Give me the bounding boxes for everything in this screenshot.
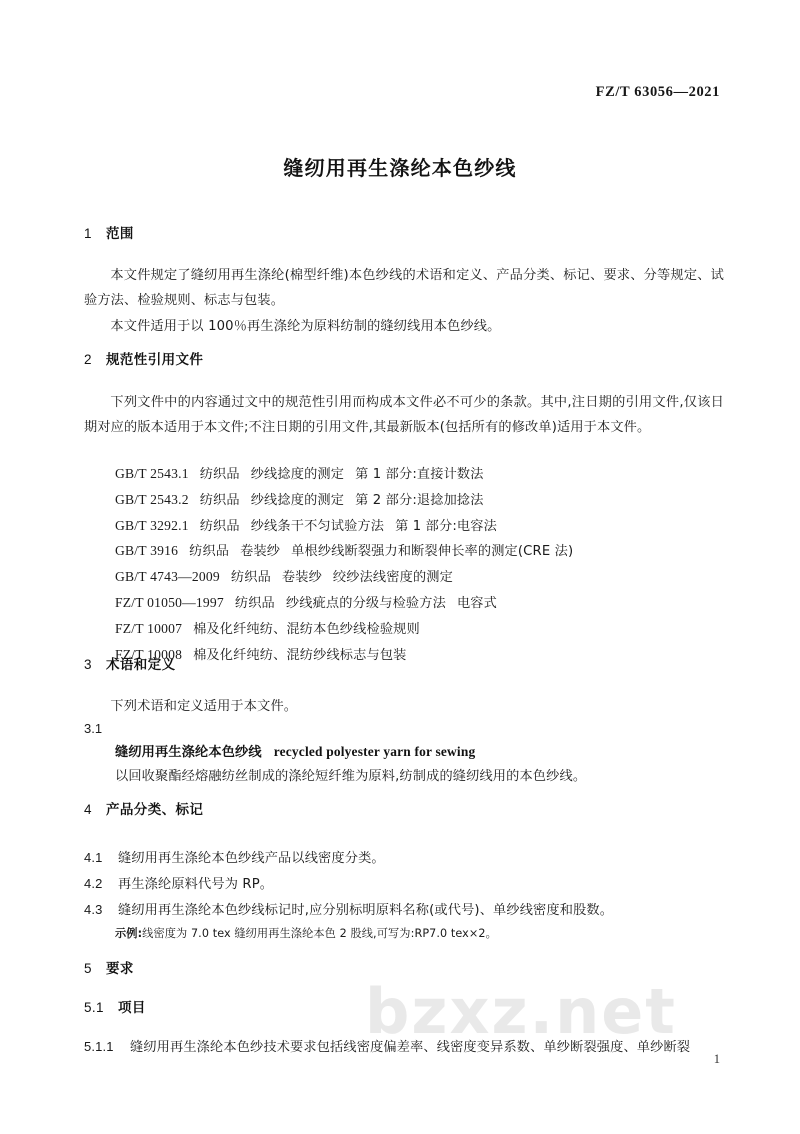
clause-5-1-1-text: 缝纫用再生涤纶本色纱技术要求包括线密度偏差率、线密度变异系数、单纱断裂强度、单纱断裂	[130, 1040, 691, 1055]
clause-4-3-example	[84, 923, 724, 944]
reference-code: GB/T 2543.1	[115, 466, 189, 481]
reference-part-2: 纱线条干不匀试验方法	[250, 518, 385, 534]
section-5-1-number: 5.1	[84, 1000, 104, 1015]
section-1-text-2: 本文件适用于以 100％再生涤纶为原料纺制的缝纫线用本色纱线。	[110, 319, 501, 334]
reference-part-1: 纺织品	[189, 544, 230, 560]
reference-item	[84, 591, 724, 617]
section-2-paragraph-1	[84, 390, 724, 440]
reference-code: GB/T 4743—2009	[115, 569, 220, 585]
section-1-paragraph-1	[84, 263, 724, 313]
term-name-en: recycled polyester yarn for sewing	[273, 744, 476, 759]
clause-4-3-number: 4.3	[84, 902, 103, 917]
reference-part-3: 绞纱法线密度的测定	[332, 570, 453, 586]
example-label: 示例:	[115, 927, 143, 940]
reference-part-3: 第 1 部分:电容法	[395, 518, 497, 534]
reference-part-2: 卷装纱	[281, 570, 322, 586]
clause-4-1-number: 4.1	[84, 850, 103, 865]
clause-4-3	[84, 897, 724, 923]
section-2-label: 规范性引用文件	[106, 352, 204, 368]
reference-item	[84, 539, 724, 565]
term-name-cn: 缝纫用再生涤纶本色纱线	[115, 745, 262, 760]
section-1-number: 1	[84, 226, 92, 241]
term-entry-3-1	[84, 718, 724, 789]
section-3-paragraph-1	[84, 694, 724, 719]
reference-part-1: 纺织品	[199, 518, 240, 534]
reference-part-2: 纱线捻度的测定	[250, 492, 345, 508]
reference-part-1: 纺织品	[199, 492, 240, 508]
reference-part-1: 棉及化纤纯纺、混纺纱线标志与包装	[193, 647, 407, 663]
section-3-heading	[84, 653, 724, 673]
reference-part-1: 纺织品	[230, 570, 271, 586]
reference-code: FZ/T 01050—1997	[115, 594, 224, 610]
reference-item	[84, 514, 724, 540]
clause-5-1-1-number: 5.1.1	[84, 1039, 114, 1054]
section-5-1-heading	[84, 996, 724, 1016]
watermark-bzxz: bzxz.net	[365, 975, 677, 1048]
section-2-heading	[84, 348, 724, 368]
clause-4-1-text: 缝纫用再生涤纶本色纱线产品以线密度分类。	[118, 851, 385, 866]
clause-4-2	[84, 871, 724, 897]
reference-part-1: 纺织品	[234, 595, 275, 611]
reference-part-2: 卷装纱	[240, 544, 281, 560]
reference-item	[84, 488, 724, 514]
reference-code: GB/T 3292.1	[115, 517, 189, 533]
section-2-text-1: 下列文件中的内容通过文中的规范性引用而构成本文件必不可少的条款。其中,注日期的引用文件,仅该日期对应的版本适用于本文件;不注日期的引用文件,其最新版本(包括所有的修改单)适用于本文件。	[84, 395, 724, 435]
section-4-heading	[84, 798, 724, 818]
term-number: 3.1	[84, 721, 103, 736]
reference-item	[84, 462, 724, 488]
reference-part-2: 纱线疵点的分级与检验方法	[285, 595, 446, 611]
section-3-number: 3	[84, 657, 92, 672]
section-1-paragraph-2	[84, 314, 724, 339]
reference-code: FZ/T 10008	[115, 646, 183, 662]
reference-part-2: 纱线捻度的测定	[250, 467, 345, 482]
reference-part-1: 纺织品	[199, 467, 240, 482]
reference-part-3: 第 1 部分:直接计数法	[355, 467, 484, 482]
normative-references-list	[84, 462, 724, 668]
section-4-number: 4	[84, 802, 92, 817]
section-5-number: 5	[84, 961, 92, 976]
reference-part-1: 棉及化纤纯纺、混纺本色纱线检验规则	[193, 621, 420, 637]
section-3-text-1: 下列术语和定义适用于本文件。	[110, 699, 298, 714]
term-name-line	[84, 740, 724, 765]
reference-part-3: 第 2 部分:退捻加捻法	[355, 492, 484, 508]
section-5-label: 要求	[106, 961, 134, 977]
reference-part-3: 电容式	[456, 595, 497, 611]
clause-4-2-number: 4.2	[84, 876, 103, 891]
example-text: 线密度为 7.0 tex 缝纫用再生涤纶本色 2 股线,可写为:RP7.0 tex×2。	[142, 927, 497, 940]
section-4-label: 产品分类、标记	[106, 802, 204, 818]
section-4-clauses	[84, 845, 724, 944]
section-3-label: 术语和定义	[106, 657, 176, 673]
standard-number-header: FZ/T 63056—2021	[595, 84, 720, 100]
page-number: 1	[713, 1052, 720, 1066]
reference-code: GB/T 3916	[115, 543, 179, 559]
reference-item	[84, 565, 724, 591]
reference-item	[84, 617, 724, 643]
clause-4-1	[84, 845, 724, 871]
clause-4-3-text: 缝纫用再生涤纶本色纱线标记时,应分别标明原料名称(或代号)、单纱线密度和股数。	[118, 903, 614, 918]
section-1-text-1: 本文件规定了缝纫用再生涤纶(棉型纤维)本色纱线的术语和定义、产品分类、标记、要求、分等规定、试验方法、检验规则、标志与包装。	[84, 268, 724, 308]
section-1-label: 范围	[106, 226, 134, 242]
section-5-heading	[84, 957, 724, 977]
reference-code: FZ/T 10007	[115, 620, 183, 636]
section-1-heading	[84, 222, 724, 242]
term-definition: 以回收聚酯经熔融纺丝制成的涤纶短纤维为原料,纺制成的缝纫线用的本色纱线。	[115, 769, 587, 784]
reference-part-3: 单根纱线断裂强力和断裂伸长率的测定(CRE 法)	[291, 544, 574, 560]
section-5-1-label: 项目	[118, 1000, 146, 1016]
page-title: 缝纫用再生涤纶本色纱线	[283, 156, 517, 180]
clause-4-2-text: 再生涤纶原料代号为 RP。	[118, 877, 274, 892]
section-2-number: 2	[84, 352, 92, 367]
reference-code: GB/T 2543.2	[115, 491, 189, 507]
clause-5-1-1	[84, 1034, 724, 1060]
